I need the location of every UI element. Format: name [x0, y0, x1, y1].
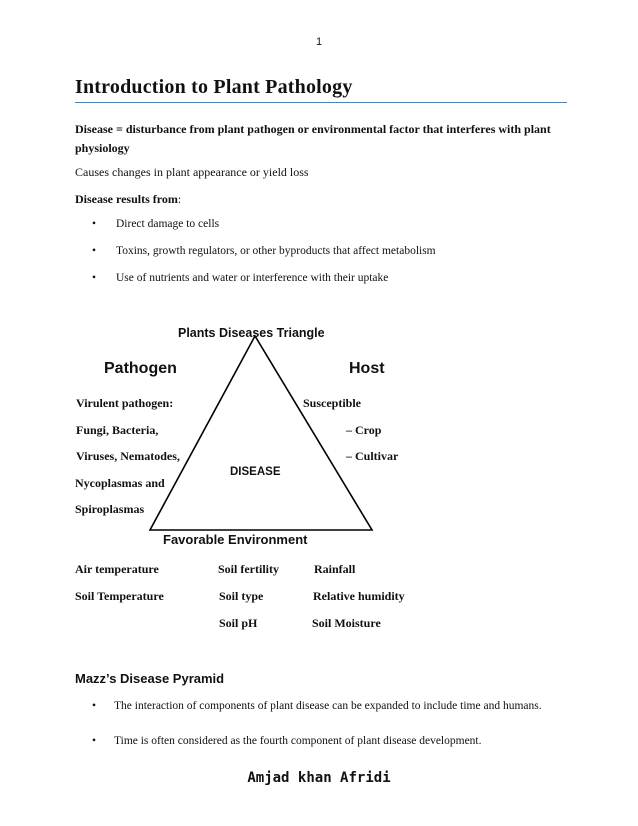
bullet-icon: •	[92, 700, 97, 712]
list-item	[92, 733, 562, 750]
host-item: – Crop	[346, 423, 382, 437]
env-factor: Relative humidity	[313, 589, 405, 603]
triangle-title: Plants Diseases Triangle	[178, 326, 325, 340]
list-item-text: Time is often considered as the fourth component of plant disease development.	[114, 735, 482, 747]
results-heading-colon: :	[177, 192, 182, 206]
env-factor: Soil type	[219, 589, 264, 603]
bullet-icon: •	[92, 218, 97, 230]
page-footer: Amjad khan Afridi	[247, 770, 391, 786]
bullet-icon: •	[92, 735, 97, 747]
pathogen-item: Spiroplasmas	[75, 502, 145, 516]
pyramid-heading: Mazz’s Disease Pyramid	[75, 671, 225, 686]
list-item-text: Toxins, growth regulators, or other byproducts that affect metabolism	[116, 245, 436, 257]
list-item	[92, 698, 562, 715]
page-number: 1	[315, 36, 323, 48]
environment-label: Favorable Environment	[163, 532, 308, 547]
causes-line: Causes changes in plant appearance or yield loss	[75, 165, 309, 179]
pathogen-item: Virulent pathogen:	[76, 396, 174, 410]
pathogen-item: Fungi, Bacteria,	[76, 423, 159, 437]
env-factor: Soil Moisture	[312, 616, 381, 630]
env-factor: Soil pH	[219, 616, 258, 630]
results-heading-text: Disease results from	[75, 192, 178, 206]
env-factor: Rainfall	[314, 562, 356, 576]
env-factor: Soil Temperature	[75, 589, 164, 603]
host-item: Susceptible	[303, 396, 362, 410]
host-label: Host	[349, 360, 385, 377]
pathogen-item: Nycoplasmas and	[75, 476, 165, 490]
pathogen-item: Viruses, Nematodes,	[76, 449, 180, 463]
page-title: Introduction to Plant Pathology	[75, 76, 353, 98]
disease-center-label: DISEASE	[230, 466, 281, 478]
disease-definition: Disease = disturbance from plant pathogen or environmental factor that interferes with plant physiology	[75, 122, 551, 155]
env-factor: Air temperature	[75, 562, 159, 576]
env-factor: Soil fertility	[218, 562, 279, 576]
list-item-text: Use of nutrients and water or interference with their uptake	[116, 272, 389, 284]
host-item: – Cultivar	[346, 449, 399, 463]
bullet-icon: •	[92, 245, 97, 257]
list-item-text: The interaction of components of plant disease can be expanded to include time and humans.	[114, 700, 542, 712]
pathogen-label: Pathogen	[104, 360, 177, 377]
list-item-text: Direct damage to cells	[116, 218, 220, 230]
triangle-shape	[150, 336, 372, 530]
bullet-icon: •	[92, 272, 97, 284]
